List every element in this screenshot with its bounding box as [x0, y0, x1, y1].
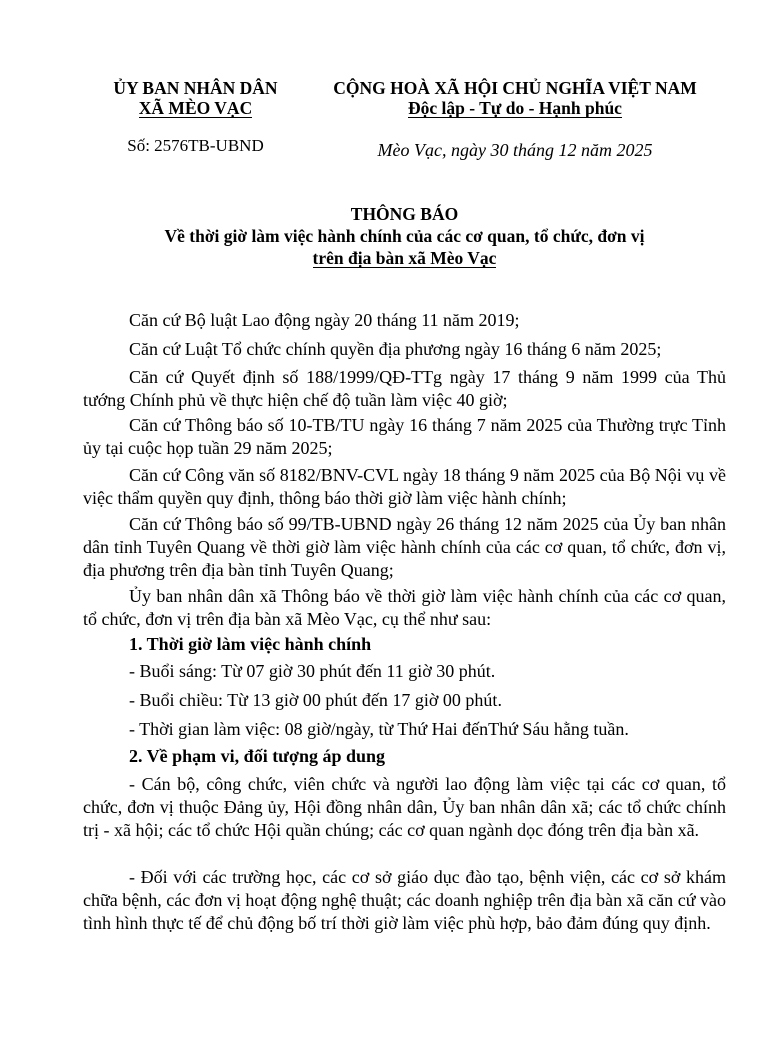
org-line-1: ỦY BAN NHÂN DÂN	[113, 78, 278, 98]
nation-name: CỘNG HOÀ XÃ HỘI CHỦ NGHĨA VIỆT NAM	[333, 78, 697, 98]
subject-line-2: trên địa bàn xã Mèo Vạc	[312, 248, 497, 268]
org-line-2-text: XÃ MÈO VẠC	[138, 98, 253, 118]
document-title	[83, 203, 726, 269]
national-header	[318, 78, 712, 118]
motto-line	[318, 98, 712, 118]
document-type: THÔNG BÁO	[350, 204, 459, 224]
motto: Độc lập - Tự do - Hạnh phúc	[408, 98, 622, 118]
section-2-heading: 2. Về phạm vi, đối tượng áp dung	[129, 746, 386, 766]
legal-basis-5: Căn cứ Công văn số 8182/BNV-CVL ngày 18 tháng 9 năm 2025 của Bộ Nội vụ về việc thẩm quyền quy định, thông báo thời giờ làm việc hành chính;	[83, 465, 726, 508]
org-line-2	[83, 98, 308, 118]
section-1-item-2: - Buổi chiều: Từ 13 giờ 00 phút đến 17 giờ 00 phút.	[129, 690, 502, 710]
subject-line-1: Về thời giờ làm việc hành chính của các cơ quan, tổ chức, đơn vị	[164, 226, 645, 246]
legal-basis-4: Căn cứ Thông báo số 10-TB/TU ngày 16 tháng 7 năm 2025 của Thường trực Tỉnh ủy tại cuộc họp tuần 29 năm 2025;	[83, 415, 726, 458]
document-number: Số: 2576TB-UBND	[127, 136, 264, 155]
place-date: Mèo Vạc, ngày 30 tháng 12 năm 2025	[377, 140, 653, 160]
subject-line-2-wrap	[83, 247, 726, 269]
issuing-org	[83, 78, 308, 118]
section-1-item-3: - Thời gian làm việc: 08 giờ/ngày, từ Thứ Hai đếnThứ Sáu hằng tuần.	[129, 719, 629, 739]
intro-paragraph: Ủy ban nhân dân xã Thông báo về thời giờ làm việc hành chính của các cơ quan, tổ chức, đơn vị trên địa bàn xã Mèo Vạc, cụ thể như sau:	[83, 586, 726, 629]
section-2-item-2: - Đối với các trường học, các cơ sở giáo dục đào tạo, bệnh viện, các cơ sở khám chữa bệnh, các đơn vị hoạt động nghệ thuật; các doanh nghiệp trên địa bàn xã căn cứ vào tình hình thực tế để chủ động bố trí thời giờ làm việc phù hợp, bảo đảm đúng quy định.	[83, 867, 726, 933]
legal-basis-3: Căn cứ Quyết định số 188/1999/QĐ-TTg ngày 17 tháng 9 năm 1999 của Thủ tướng Chính phủ về thực hiện chế độ tuần làm việc 40 giờ;	[83, 367, 726, 410]
legal-basis-2: Căn cứ Luật Tổ chức chính quyền địa phương ngày 16 tháng 6 năm 2025;	[129, 339, 662, 359]
section-2-item-1: - Cán bộ, công chức, viên chức và người lao động làm việc tại các cơ quan, tổ chức, đơn vị thuộc Đảng ủy, Hội đồng nhân dân, Ủy ban nhân dân xã; các tổ chức chính trị - xã hội; các tổ chức Hội quần chúng; các cơ quan ngành dọc đóng trên địa bàn xã.	[83, 774, 726, 840]
legal-basis-6: Căn cứ Thông báo số 99/TB-UBND ngày 26 tháng 12 năm 2025 của Ủy ban nhân dân tỉnh Tuyên Quang về thời giờ làm việc hành chính của các cơ quan, tổ chức, đơn vị, địa phương trên địa bàn tỉnh Tuyên Quang;	[83, 514, 726, 580]
section-1-heading: 1. Thời giờ làm việc hành chính	[129, 634, 372, 654]
section-1-item-1: - Buổi sáng: Từ 07 giờ 30 phút đến 11 giờ 30 phút.	[129, 661, 496, 681]
legal-basis-1: Căn cứ Bộ luật Lao động ngày 20 tháng 11 năm 2019;	[129, 310, 520, 330]
